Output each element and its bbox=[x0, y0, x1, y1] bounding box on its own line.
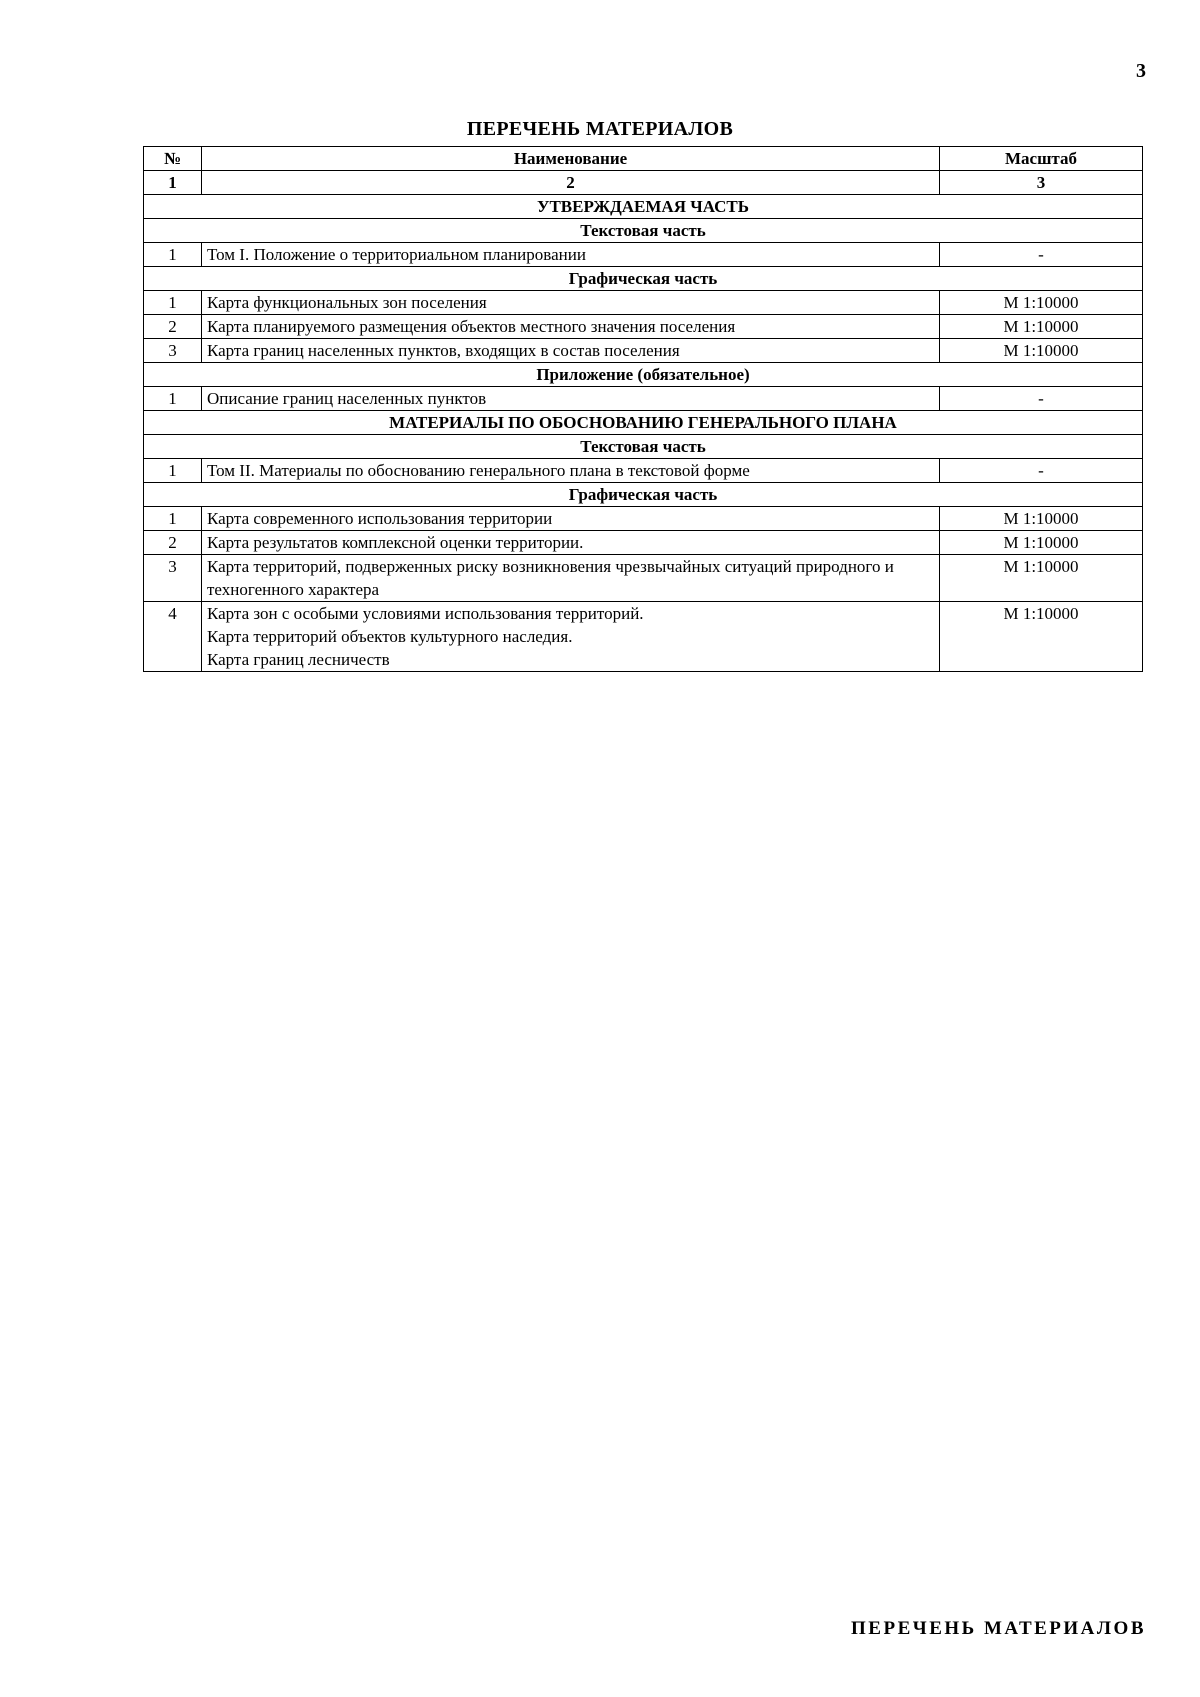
table-row bbox=[144, 291, 1143, 315]
table-row bbox=[144, 531, 1143, 555]
row-number: 1 bbox=[144, 243, 202, 267]
row-name-line: Том I. Положение о территориальном планировании bbox=[207, 245, 586, 264]
row-name-line: Карта функциональных зон поселения bbox=[207, 293, 487, 312]
row-name-line: Карта территорий объектов культурного наследия. bbox=[207, 627, 573, 646]
row-name bbox=[202, 387, 940, 411]
page-title: ПЕРЕЧЕНЬ МАТЕРИАЛОВ bbox=[466, 118, 734, 140]
section-title: Текстовая часть bbox=[144, 435, 1143, 459]
row-name bbox=[202, 243, 940, 267]
table-row bbox=[144, 339, 1143, 363]
row-name-line: Карта современного использования территории bbox=[207, 509, 553, 528]
row-name-line: Описание границ населенных пунктов bbox=[207, 389, 487, 408]
row-name bbox=[202, 555, 940, 602]
section-row bbox=[144, 363, 1143, 387]
table-row bbox=[144, 387, 1143, 411]
row-name-line: Карта результатов комплексной оценки территории. bbox=[207, 533, 584, 552]
row-scale: - bbox=[940, 387, 1143, 411]
row-name bbox=[202, 531, 940, 555]
row-scale: - bbox=[940, 459, 1143, 483]
materials-table bbox=[143, 146, 1143, 672]
row-scale: М 1:10000 bbox=[940, 315, 1143, 339]
row-number: 2 bbox=[144, 531, 202, 555]
section-row bbox=[144, 219, 1143, 243]
column-number-2: 2 bbox=[202, 171, 940, 195]
row-name bbox=[202, 459, 940, 483]
section-row bbox=[144, 411, 1143, 435]
section-title: Приложение (обязательное) bbox=[144, 363, 1143, 387]
row-number: 1 bbox=[144, 291, 202, 315]
row-number: 3 bbox=[144, 339, 202, 363]
section-row bbox=[144, 195, 1143, 219]
table-header-row bbox=[144, 147, 1143, 171]
row-number: 1 bbox=[144, 387, 202, 411]
row-name bbox=[202, 507, 940, 531]
table-row bbox=[144, 243, 1143, 267]
row-scale: М 1:10000 bbox=[940, 602, 1143, 672]
row-name bbox=[202, 291, 940, 315]
row-name bbox=[202, 602, 940, 672]
section-row bbox=[144, 435, 1143, 459]
row-number: 3 bbox=[144, 555, 202, 602]
row-number: 1 bbox=[144, 459, 202, 483]
row-name-line: Карта зон с особыми условиями использования территорий. bbox=[207, 604, 644, 623]
row-scale: М 1:10000 bbox=[940, 339, 1143, 363]
row-scale: М 1:10000 bbox=[940, 555, 1143, 602]
section-row bbox=[144, 483, 1143, 507]
section-title: Графическая часть bbox=[144, 483, 1143, 507]
section-row bbox=[144, 267, 1143, 291]
section-title: Текстовая часть bbox=[144, 219, 1143, 243]
row-scale: М 1:10000 bbox=[940, 531, 1143, 555]
row-scale: М 1:10000 bbox=[940, 291, 1143, 315]
section-title: МАТЕРИАЛЫ ПО ОБОСНОВАНИЮ ГЕНЕРАЛЬНОГО ПЛАНА bbox=[144, 411, 1143, 435]
table-row bbox=[144, 555, 1143, 602]
row-number: 2 bbox=[144, 315, 202, 339]
table-row bbox=[144, 602, 1143, 672]
row-number: 4 bbox=[144, 602, 202, 672]
header-scale: Масштаб bbox=[940, 147, 1143, 171]
column-number-3: 3 bbox=[940, 171, 1143, 195]
table-row bbox=[144, 459, 1143, 483]
table-row bbox=[144, 507, 1143, 531]
footer-title: ПЕРЕЧЕНЬ МАТЕРИАЛОВ bbox=[851, 1618, 1146, 1639]
row-name-line: Карта планируемого размещения объектов местного значения поселения bbox=[207, 317, 736, 336]
row-number: 1 bbox=[144, 507, 202, 531]
header-name: Наименование bbox=[202, 147, 940, 171]
row-scale: - bbox=[940, 243, 1143, 267]
column-number-1: 1 bbox=[144, 171, 202, 195]
table-row bbox=[144, 315, 1143, 339]
row-name-line: Том II. Материалы по обоснованию генерального плана в текстовой форме bbox=[207, 461, 750, 480]
header-number: № bbox=[144, 147, 202, 171]
page-number: 3 bbox=[1136, 60, 1146, 82]
section-title: УТВЕРЖДАЕМАЯ ЧАСТЬ bbox=[144, 195, 1143, 219]
column-numbers-row bbox=[144, 171, 1143, 195]
row-name-line: Карта территорий, подверженных риску возникновения чрезвычайных ситуаций природного и техногенного характера bbox=[207, 557, 894, 599]
section-title: Графическая часть bbox=[144, 267, 1143, 291]
row-name-line: Карта границ населенных пунктов, входящих в состав поселения bbox=[207, 341, 680, 360]
row-name bbox=[202, 315, 940, 339]
row-name bbox=[202, 339, 940, 363]
row-name-line: Карта границ лесничеств bbox=[207, 650, 390, 669]
row-scale: М 1:10000 bbox=[940, 507, 1143, 531]
